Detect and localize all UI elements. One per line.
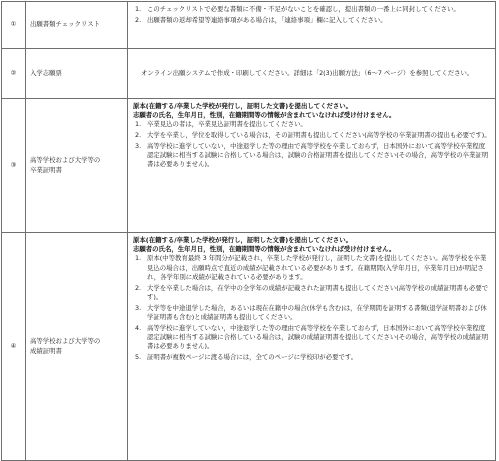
document-name — [26, 49, 128, 99]
item-number: 1. — [135, 254, 142, 263]
document-name-line: 高等学校および大学等の — [30, 337, 101, 346]
document-requirements — [128, 99, 496, 233]
document-name-line: 成績証明書 — [30, 346, 62, 355]
item-text: 証明書が複数ページに渡る場合には，全てのページに学校印が必要です。 — [147, 352, 358, 361]
requirements-list — [133, 254, 491, 362]
list-item — [133, 120, 491, 129]
notice-info-required: 志願者の氏名，生年月日，性別，在籍期間等の情報が含まれていなければ受け付けません。 — [133, 245, 396, 254]
table-row — [2, 233, 496, 461]
document-name — [26, 99, 128, 233]
requirement-text: オンライン出願システムで作成・印刷してください。詳細は「2(3)出願方法」（6～7 ページ）を参照してください。 — [141, 69, 474, 78]
item-number: 5. — [135, 352, 142, 361]
list-item — [133, 16, 491, 25]
list-item — [133, 254, 491, 282]
item-text: 出願書類の返却希望等連絡事項がある場合は，「連絡事項」欄に記入してください。 — [147, 15, 387, 24]
item-text: このチェックリストで必要な書類に不備・不足がないことを確認し，提出書類の一番上に同封してください。 — [147, 5, 460, 13]
item-number: 1. — [135, 120, 142, 129]
item-number: 1. — [135, 5, 142, 13]
item-text: 高等学校に進学していない，中途退学した等の理由で高等学校を卒業しておらず，日本国外において高等学校卒業程度認定試験に相当する試験に合格している場合は，試験の成績証明書を提出してください(その場合，高等学校の成績証明書は必要ありません)。 — [147, 323, 489, 351]
notice-original-required: 原本(在籍する/卒業した学校が発行し，証明した文書)を提出してください。 — [133, 102, 353, 110]
requirements-list — [133, 120, 491, 169]
list-item — [133, 353, 491, 362]
item-text: 大学を卒業した場合は，在学中の全学年の成績が記載された証明書も提出してください(高等学校の成績証明書も必要です)。 — [147, 283, 489, 301]
document-requirements — [128, 233, 496, 461]
document-name-line: 高等学校および大学等の — [30, 156, 101, 165]
item-number: 2. — [135, 15, 142, 24]
list-item — [133, 131, 491, 140]
item-number: 3. — [135, 303, 142, 312]
requirements-list — [133, 5, 491, 25]
item-number: 4. — [135, 323, 142, 332]
list-item — [133, 284, 491, 302]
row-number: ④ — [2, 233, 26, 461]
row-number: ① — [2, 2, 26, 49]
document-name — [26, 2, 128, 49]
item-text: 大学を卒業し，学位を取得している場合は，その証明書も提出してください(高等学校の卒業証明書の提出も必要です)。 — [147, 131, 491, 140]
document-name-line: 出願書類チェックリスト — [30, 20, 100, 29]
notice-info-required: 志願者の氏名，生年月日，性別，在籍期間等の情報が含まれていなければ受け付けません。 — [133, 111, 396, 120]
document-checklist-table — [1, 1, 496, 461]
document-name — [26, 233, 128, 461]
item-text: 原本(中等教育最終 3 年間分が記載され，卒業した学校が発行し，証明した文書)を提出してください。高等学校を卒業見込の場合は，出願時点で直近の成績が記載されている必要があります。在籍期間(入学年月日，卒業年月日)が明記され，各学年別に成績が記載されている必要があります。 — [147, 254, 487, 281]
item-number: 2. — [135, 283, 142, 292]
document-requirements — [128, 49, 496, 99]
item-text: 高等学校に進学していない，中途退学した等の理由で高等学校を卒業しておらず，日本国外において高等学校卒業程度認定試験に相当する試験に合格している場合は，試験の合格証明書を提出してください(その場合，高等学校の卒業証明書は必要ありません)。 — [147, 142, 489, 169]
item-text: 卒業見込の者は，卒業見込証明書を提出してください。 — [147, 120, 307, 129]
list-item — [133, 324, 491, 352]
document-requirements — [128, 2, 496, 49]
list-item — [133, 304, 491, 322]
row-number: ② — [2, 49, 26, 99]
item-number: 2. — [135, 131, 142, 140]
table-row — [2, 2, 496, 49]
document-name-line: 卒業証明書 — [30, 165, 62, 174]
document-name-line: 入学志願票 — [30, 68, 62, 77]
table-row — [2, 49, 496, 99]
row-number: ③ — [2, 99, 26, 233]
item-text: 大学等を中途退学した場合，あるいは現在在籍中の場合(休学も含む)は，在学期間を証明する書類(退学証明書および休学証明書も含む)と成績証明書も提出してください。 — [147, 303, 487, 321]
notice-original-required: 原本(在籍する/卒業した学校が発行し，証明した文書)を提出してください。 — [133, 236, 353, 244]
table-row — [2, 99, 496, 233]
list-item — [133, 5, 491, 14]
item-number: 3. — [135, 142, 142, 150]
list-item — [133, 142, 491, 170]
